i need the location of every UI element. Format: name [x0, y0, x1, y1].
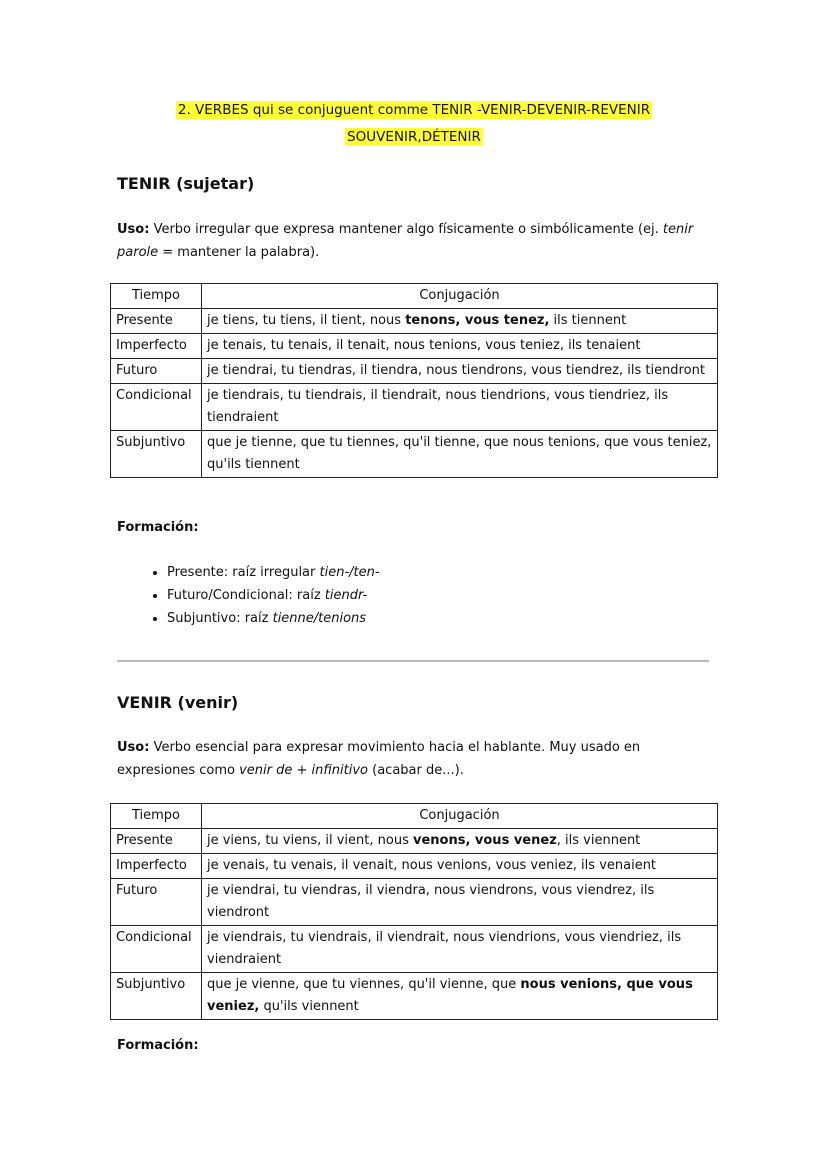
table-header-row: [111, 284, 718, 309]
text-segment: (acabar de...).: [368, 763, 464, 778]
text-segment: nous venions, que vous veniez,: [207, 977, 693, 1014]
tense-cell: Subjuntivo: [111, 431, 202, 478]
text-segment: je venais, tu venais, il venait, nous venions, vous veniez, ils venaient: [207, 858, 657, 873]
tense-cell: Presente: [111, 309, 202, 334]
formacion-list: [117, 561, 380, 630]
tense-cell: Futuro: [111, 359, 202, 384]
doc-title-line1: [0, 97, 828, 124]
title-text: SOUVENIR,DÉTENIR: [347, 129, 481, 145]
table-row: [111, 879, 718, 926]
text-segment: tenir parole: [117, 222, 694, 260]
text-segment: Futuro/Condicional: raíz: [167, 588, 325, 603]
text-segment: venir de + infinitivo: [239, 763, 368, 778]
conjugation-cell: [202, 384, 718, 431]
formacion-label: Formación:: [117, 1038, 199, 1053]
text-segment: tien-/ten-: [319, 565, 380, 580]
table-row: [111, 926, 718, 973]
text-segment: qu'ils viennent: [259, 999, 359, 1014]
column-header: Tiempo: [111, 804, 202, 829]
uso-venir: [117, 736, 717, 782]
column-header: Tiempo: [111, 284, 202, 309]
text-segment: tenons, vous tenez,: [405, 313, 550, 328]
text-segment: ils tiennent: [549, 313, 627, 328]
conjugation-table-venir: [110, 803, 718, 1020]
conjugation-cell: [202, 829, 718, 854]
text-segment: je viendrai, tu viendras, il viendra, nous viendrons, vous viendrez, ils viendront: [207, 883, 655, 920]
conjugation-cell: [202, 854, 718, 879]
tense-cell: Condicional: [111, 926, 202, 973]
conjugation-cell: [202, 431, 718, 478]
text-segment: = mantener la palabra).: [158, 245, 320, 260]
conjugation-cell: [202, 926, 718, 973]
column-header: Conjugación: [202, 804, 718, 829]
text-segment: je tiendrai, tu tiendras, il tiendra, nous tiendrons, vous tiendrez, ils tiendront: [207, 363, 705, 378]
text-segment: Subjuntivo: raíz: [167, 611, 273, 626]
conjugation-cell: [202, 879, 718, 926]
list-item: [167, 561, 380, 584]
tense-cell: Subjuntivo: [111, 973, 202, 1020]
text-segment: que je vienne, que tu viennes, qu'il vienne, que: [207, 977, 521, 992]
conjugation-table-tenir: [110, 283, 718, 478]
section-heading-tenir: TENIR (sujetar): [117, 174, 255, 193]
table-row: [111, 334, 718, 359]
list-item: [167, 584, 380, 607]
uso-tenir: [117, 218, 717, 264]
section-divider: [117, 660, 709, 662]
table-row: [111, 854, 718, 879]
tense-cell: Presente: [111, 829, 202, 854]
column-header: Conjugación: [202, 284, 718, 309]
text-segment: tienne/tenions: [272, 611, 367, 626]
section-heading-venir: VENIR (venir): [117, 693, 239, 712]
text-segment: , ils viennent: [556, 833, 641, 848]
formacion-label: Formación:: [117, 520, 199, 535]
conjugation-cell: [202, 359, 718, 384]
tense-cell: Imperfecto: [111, 854, 202, 879]
conjugation-cell: [202, 334, 718, 359]
text-segment: venons, vous venez: [412, 833, 557, 848]
table-row: [111, 973, 718, 1020]
table-row: [111, 431, 718, 478]
conjugation-cell: [202, 973, 718, 1020]
table-row: [111, 829, 718, 854]
text-segment: Verbo irregular que expresa mantener algo físicamente o simbólicamente (ej.: [149, 222, 663, 237]
text-segment: tiendr-: [324, 588, 368, 603]
text-segment: je tenais, tu tenais, il tenait, nous tenions, vous teniez, ils tenaient: [207, 338, 641, 353]
doc-title-line2: [0, 124, 828, 151]
table-row: [111, 309, 718, 334]
text-segment: Uso:: [117, 740, 150, 755]
tense-cell: Imperfecto: [111, 334, 202, 359]
text-segment: Uso:: [117, 222, 150, 237]
table-header-row: [111, 804, 718, 829]
text-segment: Verbo esencial para expresar movimiento hacia el hablante. Muy usado en expresiones como: [117, 740, 641, 778]
text-segment: que je tienne, que tu tiennes, qu'il tienne, que nous tenions, que vous teniez, qu'ils tiennent: [207, 435, 712, 472]
text-segment: je viens, tu viens, il vient, nous: [207, 833, 413, 848]
list-item: [167, 607, 380, 630]
title-text: 2. VERBES qui se conjuguent comme TENIR -VENIR-DEVENIR-REVENIR: [177, 102, 651, 118]
text-segment: je viendrais, tu viendrais, il viendrait, nous viendrions, vous viendriez, ils viendraient: [207, 930, 682, 967]
tense-cell: Condicional: [111, 384, 202, 431]
text-segment: je tiendrais, tu tiendrais, il tiendrait, nous tiendrions, vous tiendriez, ils tiendraient: [207, 388, 669, 425]
text-segment: Presente: raíz irregular: [167, 565, 320, 580]
text-segment: je tiens, tu tiens, il tient, nous: [207, 313, 406, 328]
conjugation-cell: [202, 309, 718, 334]
table-row: [111, 384, 718, 431]
tense-cell: Futuro: [111, 879, 202, 926]
table-row: [111, 359, 718, 384]
